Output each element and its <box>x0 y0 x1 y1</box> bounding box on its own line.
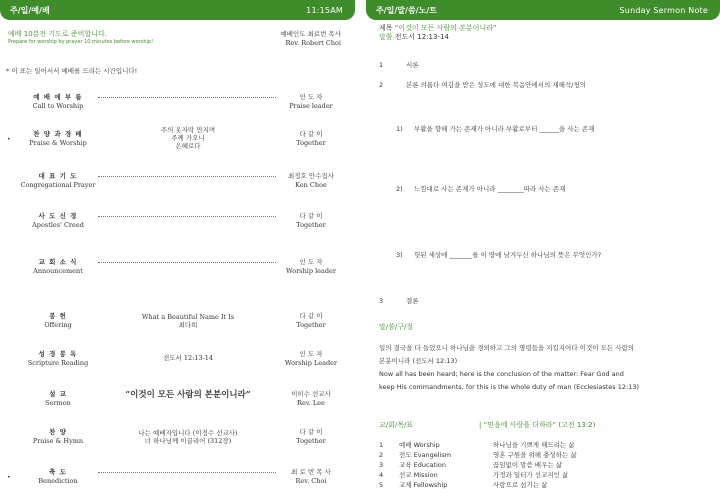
ministry-number: 1 <box>379 441 384 449</box>
order-item-leader <box>268 312 354 330</box>
leader-dots <box>98 175 276 177</box>
outline-number: 2 <box>379 81 384 89</box>
ministry-desc: 사랑으로 섬기는 삶 <box>493 481 548 489</box>
verse-heading: 말/씀/구/절 <box>379 323 414 331</box>
order-item-ko: 예 배 에 부 름 <box>33 93 83 101</box>
bullet: • <box>7 136 11 143</box>
order-item-en: Announcement <box>33 267 83 275</box>
order-item-name <box>18 428 98 446</box>
content-line: 나는 예배자입니다 (이정수 선교사) <box>138 429 238 437</box>
sermon-note-panel <box>366 0 720 498</box>
ministry-name: 예배 Worship <box>399 441 440 449</box>
ministry-item <box>379 450 577 460</box>
order-item-name <box>18 468 98 486</box>
worship-time: 11:15AM <box>306 5 343 15</box>
order-item-leader <box>268 390 354 408</box>
outline-number: 1 <box>379 61 384 69</box>
order-item-ko: 찬 양 과 경 배 <box>33 130 83 138</box>
standing-notice: * 이 표는 일어서서 예배를 드리는 시간입니다! <box>6 67 138 75</box>
worship-header-bar <box>0 0 355 20</box>
leader-ko: 인 도 자 <box>299 258 323 266</box>
leader-en: Praise leader <box>289 102 333 110</box>
order-item-content <box>98 429 278 445</box>
outline-number: 2) <box>396 185 403 193</box>
leader-en: Rev. Lee <box>297 399 325 407</box>
sermon-text: 전도서 12:13-14 <box>394 32 449 41</box>
order-item-leader <box>268 93 354 111</box>
order-item-ko: 성 경 봉 독 <box>38 350 78 358</box>
order-item-leader <box>268 350 354 368</box>
ministry-number: 5 <box>379 481 384 489</box>
outline-text: 느낌대로 사는 존재가 아니라 ________따라 사는 존재 <box>414 185 566 193</box>
outline-item <box>396 184 565 193</box>
worship-order-panel <box>0 0 355 498</box>
ministry-quote: | “믿음에 사랑을 더하라” (고전 13:2) <box>479 421 596 429</box>
ministry-name: 선교 Mission <box>399 471 438 479</box>
content-line: 최다희 <box>178 321 198 329</box>
verse-line: 본분이니라 (전도서 12:13) <box>379 357 458 365</box>
verse-text <box>379 342 709 394</box>
outline-text: 헛된 세상에 _______를 이 땅에 남겨두신 하나님의 뜻은 무엇인가? <box>414 251 602 259</box>
content-line: What a Beautiful Name It Is <box>141 313 235 321</box>
order-item-name <box>18 172 98 190</box>
leader-ko: 이히수 선교사 <box>291 390 331 398</box>
leader-ko: 최 로 번 목 사 <box>291 468 331 476</box>
verse-line: 일의 결국을 다 들었으니 하나님을 경외하고 그의 명령들을 지킬지어다 이것이 모든 사람의 <box>379 344 635 352</box>
worship-leader-ko: 예배인도 최로번 목사 <box>280 30 341 38</box>
leader-ko: 인 도 자 <box>299 93 323 101</box>
outline-text: 본론 의롭다 여김을 받은 성도에 대한 복음안에서의 재해석/청의 <box>406 81 586 89</box>
order-item-ko: 설 교 <box>49 390 67 398</box>
leader-en: Rev. Choi <box>295 477 327 485</box>
sermon-header-title: 주/일/말/씀/노/트 <box>376 5 437 15</box>
verse-line: Now all has been heard; here is the conclusion of the matter: Fear God and <box>379 370 624 378</box>
order-item-leader <box>268 212 354 230</box>
worship-header-title: 주/일/예/배 <box>10 5 50 15</box>
order-item-en: Congregational Prayer <box>20 181 96 189</box>
order-item-leader <box>268 468 354 486</box>
outline-number: 3 <box>379 297 384 305</box>
order-item-ko: 교 회 소 식 <box>38 258 78 266</box>
order-item-ko: 축 도 <box>49 468 67 476</box>
title-label: 제목 <box>379 24 393 32</box>
worship-leader <box>280 30 341 48</box>
leader-en: Together <box>296 221 326 229</box>
worship-leader-en: Rev. Robert Choi <box>285 39 341 47</box>
order-item-en: Apostles' Creed <box>32 221 84 229</box>
order-item-en: Scripture Reading <box>27 359 89 367</box>
ministry-desc: 영혼 구원을 위해 충성하는 삶 <box>493 451 577 459</box>
leader-en: Ken Choe <box>295 181 327 189</box>
sermon-title-block <box>379 24 497 41</box>
content-line: “이것이 모든 사람의 본분이니라” <box>125 390 251 400</box>
leader-ko: 최정호 안수집사 <box>287 172 335 180</box>
outline-item <box>379 60 419 69</box>
content-line: 주께 가오니 <box>171 134 205 142</box>
ministry-desc: 가정과 일터가 선교지인 삶 <box>493 471 569 479</box>
order-item-content <box>98 354 278 362</box>
leader-dots <box>98 215 276 217</box>
outline-number: 1) <box>396 125 403 133</box>
leader-dots <box>98 471 276 473</box>
leader-en: Worship leader <box>285 267 336 275</box>
prepare-note <box>8 30 153 46</box>
ministry-number: 3 <box>379 461 384 469</box>
order-item-content <box>98 126 278 150</box>
order-item-en: Praise & Hymn <box>32 437 84 445</box>
outline-item <box>396 250 601 259</box>
outline-text: 결론 <box>406 297 419 305</box>
order-item-ko: 찬 양 <box>49 428 67 436</box>
outline-number: 3) <box>396 251 403 259</box>
ministry-desc: 하나님을 기쁘게 해드리는 삶 <box>493 441 575 449</box>
bullet: • <box>7 474 11 481</box>
verse-line: keep His commandments, for this is the whole duty of man (Ecclesiastes 12:13) <box>379 383 639 391</box>
leader-ko: 다 같 이 <box>299 212 323 220</box>
order-item-en: Call to Worship <box>32 102 84 110</box>
ministry-item <box>379 480 577 490</box>
outline-text: 부활을 향해 가는 존재가 아니라 부활로부터 ______을 사는 존재 <box>414 125 595 133</box>
content-line: 전도서 12:13-14 <box>162 354 214 362</box>
leader-ko: 다 같 이 <box>299 130 323 138</box>
order-item-leader <box>268 172 354 190</box>
order-item-ko: 봉 헌 <box>49 312 67 320</box>
leader-en: Together <box>296 437 326 445</box>
order-item-content <box>98 313 278 329</box>
leader-dots <box>98 261 276 263</box>
ministry-list <box>379 440 577 490</box>
outline-item <box>396 124 594 133</box>
sermon-title: “이것이 모든 사람의 본분이니라” <box>394 24 497 32</box>
content-line: 너 하나님께 이끌리어 (312장) <box>144 437 232 445</box>
outline-item <box>379 296 419 305</box>
order-item-content <box>98 390 278 400</box>
order-item-name <box>18 130 98 148</box>
order-item-name <box>18 312 98 330</box>
leader-dots <box>98 96 276 98</box>
order-item-leader <box>268 428 354 446</box>
outline-text: 서론 <box>406 61 419 69</box>
ministry-item <box>379 470 577 480</box>
text-label: 말씀 <box>379 32 393 41</box>
ministry-name: 교제 Fellowship <box>399 481 448 489</box>
ministry-number: 4 <box>379 471 384 479</box>
order-item-name <box>18 212 98 230</box>
ministry-item <box>379 440 577 450</box>
leader-ko: 다 같 이 <box>299 312 323 320</box>
prepare-note-ko: 예배 10분전 기도로 준비합니다. <box>8 30 107 38</box>
order-item-leader <box>268 258 354 276</box>
order-item-name <box>18 258 98 276</box>
outline-item <box>379 80 586 89</box>
order-item-en: Offering <box>44 321 72 329</box>
ministry-name: 교육 Education <box>399 461 446 469</box>
ministry-number: 2 <box>379 451 384 459</box>
order-item-name <box>18 350 98 368</box>
content-line: 은혜로다 <box>175 142 201 150</box>
order-item-en: Praise & Worship <box>29 139 87 147</box>
order-item-en: Benediction <box>38 477 78 485</box>
order-item-ko: 대 표 기 도 <box>38 172 78 180</box>
leader-en: Together <box>296 321 326 329</box>
leader-ko: 인 도 자 <box>299 350 323 358</box>
content-line: 주의 옷자락 만지며 <box>160 126 216 134</box>
order-item-leader <box>268 130 354 148</box>
prepare-note-en: Prepare for worship by prayer 10 minutes before worship! <box>8 39 154 45</box>
ministry-name: 전도 Evangelism <box>399 451 452 459</box>
order-item-ko: 사 도 신 경 <box>38 212 78 220</box>
sermon-header-subtitle: Sunday Sermon Note <box>619 5 708 15</box>
leader-en: Worship Leader <box>284 359 338 367</box>
ministry-desc: 끊임없이 말씀 배우는 삶 <box>493 461 562 469</box>
leader-en: Together <box>296 139 326 147</box>
ministry-heading: 교/회/목/표 <box>379 421 414 429</box>
order-item-en: Sermon <box>45 399 71 407</box>
ministry-item <box>379 460 577 470</box>
leader-ko: 다 같 이 <box>299 428 323 436</box>
sermon-header-bar <box>366 0 720 20</box>
order-item-name <box>18 93 98 111</box>
order-item-name <box>18 390 98 408</box>
